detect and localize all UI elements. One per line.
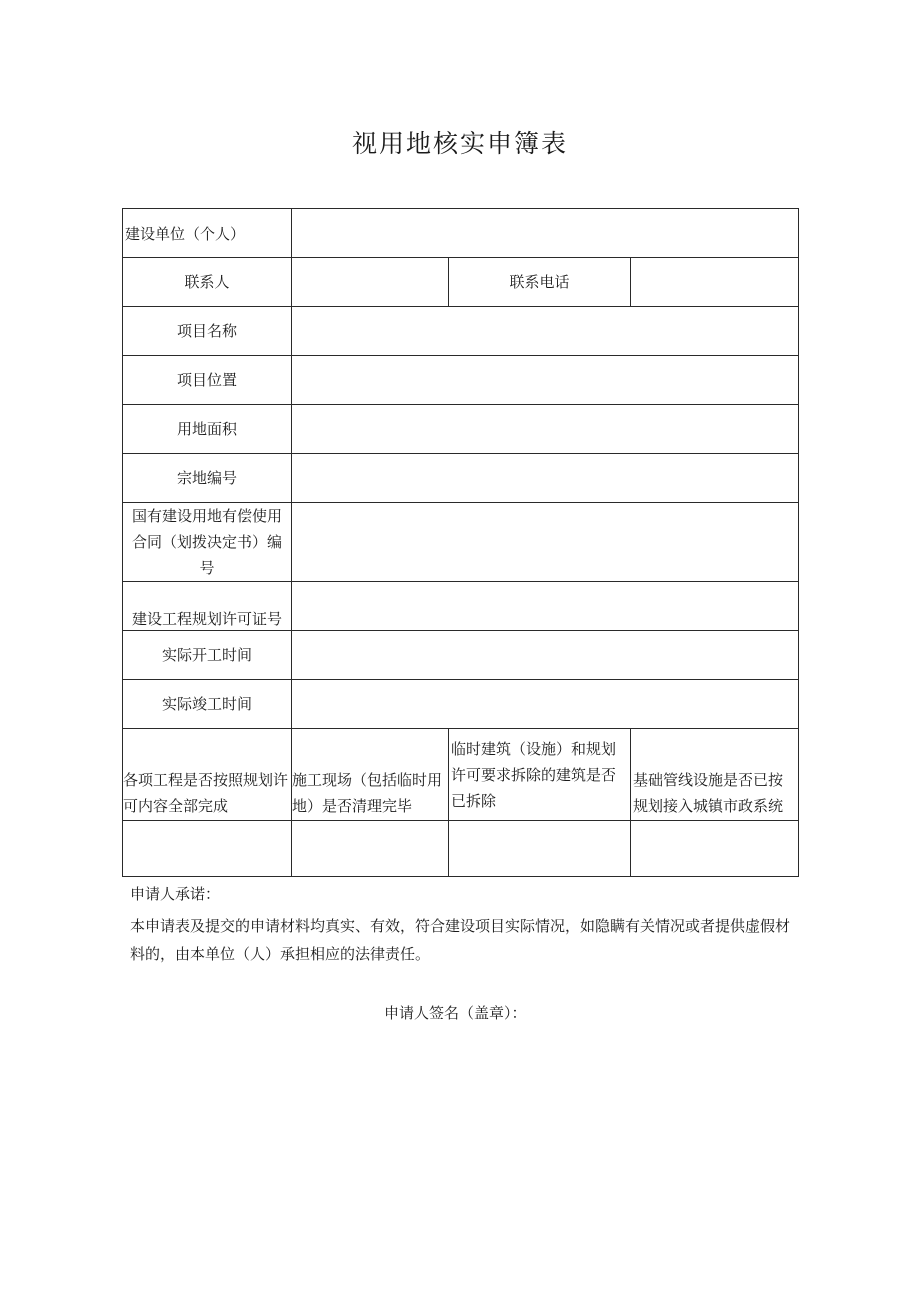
signature-label: 申请人签名（盖章）： xyxy=(384,1004,527,1022)
form-title: 视用地核实申簿表 xyxy=(351,129,568,158)
phone-label xyxy=(449,258,631,307)
application-form-table xyxy=(122,208,799,877)
promise-label: 申请人承诺： xyxy=(130,885,221,903)
project-location-field[interactable] xyxy=(292,356,799,405)
answer-demolition[interactable] xyxy=(449,821,631,877)
contract-no-field[interactable] xyxy=(292,503,799,582)
start-time-field[interactable] xyxy=(292,631,799,680)
end-time-field[interactable] xyxy=(292,680,799,729)
land-area-field[interactable] xyxy=(292,405,799,454)
unit-field[interactable] xyxy=(292,209,799,258)
promise-body: 本申请表及提交的申请材料均真实、有效，符合建设项目实际情况，如隐瞒有关情况或者提供虚假材料的，由本单位（人）承担相应的法律责任。 xyxy=(130,917,791,963)
project-name-label: 项目名称 xyxy=(123,307,292,356)
question-completion: 各项工程是否按照规划许可内容全部完成 xyxy=(123,729,292,821)
contact-label: 联系人 xyxy=(123,258,292,307)
answer-pipeline[interactable] xyxy=(631,821,799,877)
phone-field[interactable] xyxy=(631,258,799,307)
contract-no-label: 国有建设用地有偿使用合同（划拨决定书）编号 xyxy=(123,503,292,582)
contact-field[interactable] xyxy=(292,258,449,307)
unit-label: 建设单位（个人） xyxy=(123,209,292,258)
land-area-label: 用地面积 xyxy=(123,405,292,454)
permit-no-label: 建设工程规划许可证号 xyxy=(123,582,292,631)
phone-label-text: 联系电话 xyxy=(509,273,570,291)
permit-no-field[interactable] xyxy=(292,582,799,631)
answer-site-cleared[interactable] xyxy=(292,821,449,877)
question-demolition: 临时建筑（设施）和规划许可要求拆除的建筑是否已拆除 xyxy=(449,729,631,821)
question-pipeline: 基础管线设施是否已按规划接入城镇市政系统 xyxy=(631,729,799,821)
parcel-no-label: 宗地编号 xyxy=(123,454,292,503)
end-time-label: 实际竣工时间 xyxy=(123,680,292,729)
answer-completion[interactable] xyxy=(123,821,292,877)
project-name-field[interactable] xyxy=(292,307,799,356)
question-site-cleared: 施工现场（包括临时用地）是否清理完毕 xyxy=(292,729,449,821)
project-location-label: 项目位置 xyxy=(123,356,292,405)
start-time-label: 实际开工时间 xyxy=(123,631,292,680)
parcel-no-field[interactable] xyxy=(292,454,799,503)
